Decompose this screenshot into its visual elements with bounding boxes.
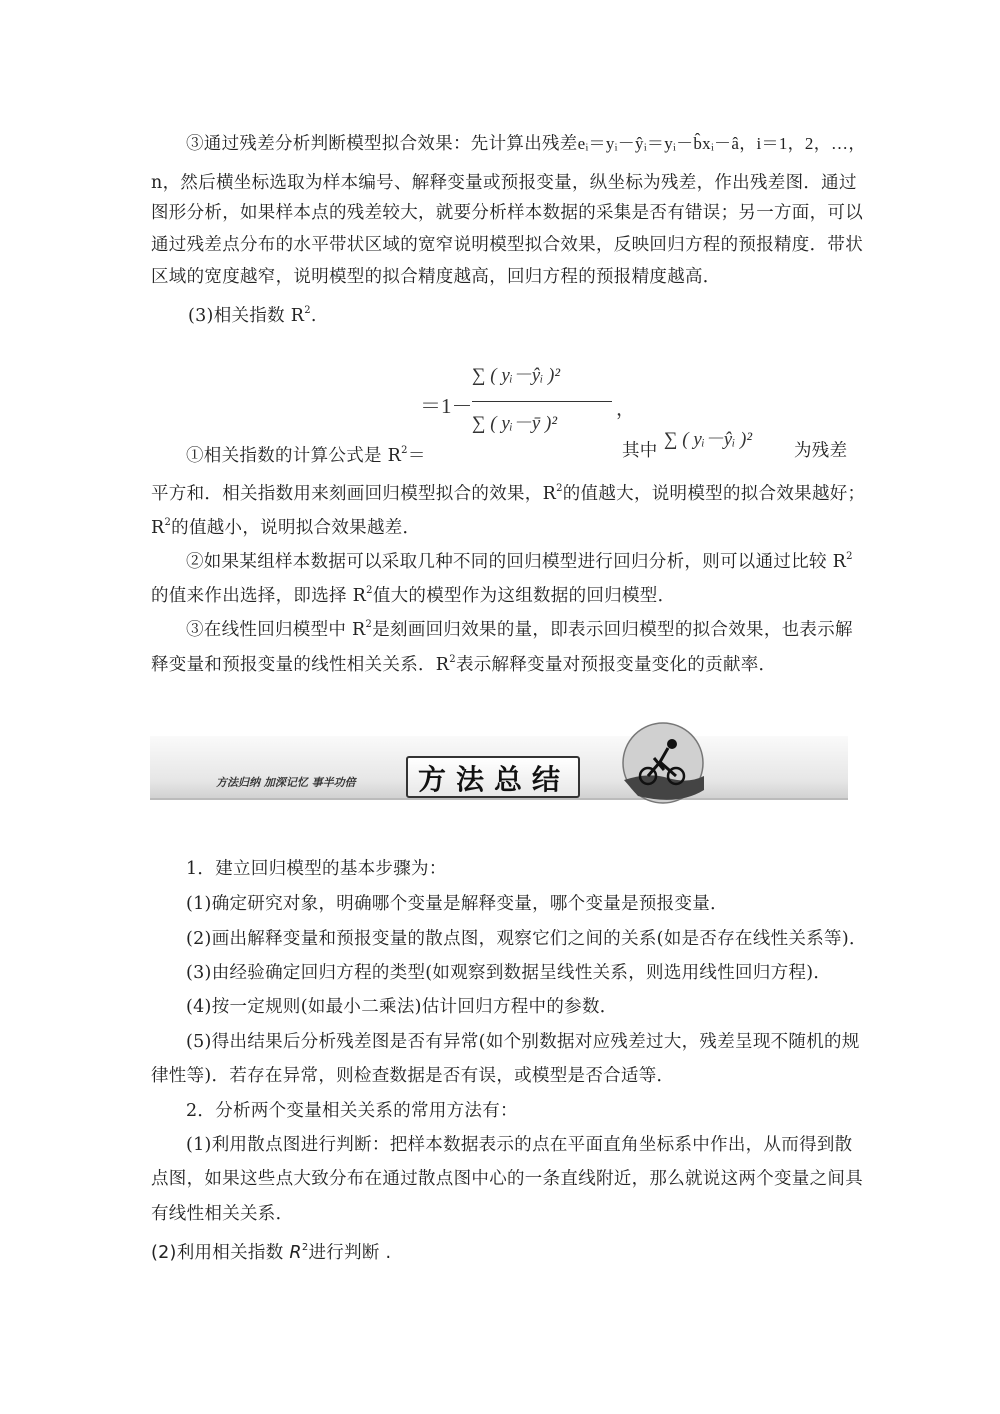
text: ③在线性回归模型中 R <box>186 620 366 640</box>
text: 进行判断 . <box>308 1243 392 1263</box>
text: 释变量和预报变量的线性相关关系．R <box>151 655 450 675</box>
list-item: (5)得出结果后分析残差图是否有异常(如个别数据对应残差过大，残差呈现不随机的规 <box>186 1032 860 1052</box>
superscript: 2 <box>846 551 853 562</box>
method-summary-banner <box>150 722 848 806</box>
text: 的值来作出选择，即选择 R <box>151 586 367 606</box>
r-symbol: R <box>289 1243 302 1263</box>
banner-bottom-line <box>150 798 848 800</box>
fraction-bar <box>472 401 612 402</box>
method-line: (1)利用散点图进行判断：把样本数据表示的点在平面直角坐标系中作出，从而得到散 <box>186 1135 853 1155</box>
banner-subtitle: 方法归纳 加深记忆 事半功倍 <box>216 776 356 789</box>
text-residual: 为残差 <box>794 441 848 461</box>
list-item: (4)按一定规则(如最小二乘法)估计回归方程中的参数． <box>186 997 618 1017</box>
text: 是刻画回归效果的量，即表示回归模型的拟合效果，也表示解 <box>372 620 853 640</box>
superscript: 2 <box>164 517 172 528</box>
paragraph-compare-models <box>186 546 853 573</box>
formula-lead: ＝1－ <box>420 394 473 418</box>
text: . <box>310 306 317 326</box>
text: (2)利用相关指数 <box>151 1243 290 1263</box>
formula-numerator <box>472 360 560 387</box>
superscript: 2 <box>365 619 373 630</box>
superscript: 2 <box>556 483 563 494</box>
text: ②如果某组样本数据可以采取几种不同的回归模型进行回归分析，则可以通过比较 R <box>186 552 847 572</box>
text: 表示解释变量对预报变量变化的贡献率． <box>455 655 777 675</box>
text: ③通过残差分析判断模型拟合效果：先计算出残差 <box>186 134 578 154</box>
superscript: 2 <box>401 445 408 456</box>
r-squared-formula <box>420 356 640 448</box>
paragraph-linear-model <box>186 614 853 641</box>
text: 的值越小，说明拟合效果越差． <box>171 518 421 538</box>
text: 平方和．相关指数用来刻画回归模型拟合的效果，R <box>151 484 557 504</box>
formula-tail: ， <box>616 399 636 420</box>
list-item-continued: 律性等)．若存在异常，则检查数据是否有误，或模型是否合适等． <box>151 1066 675 1086</box>
paragraph-formula-intro <box>186 440 426 467</box>
text: (3)相关指数 R <box>188 306 305 326</box>
banner-title: 方法总结 <box>418 763 571 796</box>
heading-methods: 2．分析两个变量相关关系的常用方法有： <box>186 1101 518 1121</box>
text: ＝ <box>407 446 426 466</box>
paragraph-line <box>151 580 675 607</box>
list-item: (1)确定研究对象，明确哪个变量是解释变量，哪个变量是预报变量． <box>186 894 728 914</box>
paragraph-line: 区域的宽度越窄，说明模型的拟合精度越高，回归方程的预报精度越高． <box>151 267 721 287</box>
formula-text: ∑ ( yᵢ－ȳ )² <box>472 413 558 434</box>
heading-steps: 1．建立回归模型的基本步骤为： <box>186 859 447 879</box>
formula-denominator <box>472 408 557 435</box>
method-line: 点图，如果这些点大致分布在通过散点图中心的一条直线附近，那么就说这两个变量之间具 <box>151 1169 863 1189</box>
superscript: 2 <box>366 585 373 596</box>
paragraph-line <box>151 512 420 539</box>
paragraph-line: 图形分析，如果样本点的残差较大，就要分析样本数据的采集是否有错误；另一方面，可以 <box>151 203 863 223</box>
text-qizhong: 其中 <box>622 441 658 461</box>
paragraph-line <box>151 478 865 505</box>
method-line: 有线性相关关系． <box>151 1204 294 1224</box>
text: 的值越大，说明模型的拟合效果越好； <box>562 484 866 504</box>
cyclist-icon <box>618 722 708 804</box>
text: R <box>151 518 165 538</box>
superscript: 2 <box>304 305 311 316</box>
paragraph-line: 通过残差点分布的水平带状区域的宽窄说明模型拟合效果，反映回归方程的预报精度．带状 <box>151 235 863 255</box>
text: ①相关指数的计算公式是 R <box>186 446 402 466</box>
text: 值大的模型作为这组数据的回归模型． <box>372 586 676 606</box>
paragraph-line <box>151 649 776 676</box>
method-correlation-index <box>151 1237 391 1264</box>
list-item: (2)画出解释变量和预报变量的散点图，观察它们之间的关系(如是否存在线性关系等)． <box>186 929 867 949</box>
formula-text: ∑ ( yᵢ－ŷᵢ )² <box>472 365 561 386</box>
paragraph-line: n，然后横坐标选取为样本编号、解释变量或预报变量，纵坐标为残差，作出残差图．通过 <box>151 173 857 193</box>
heading-r-squared <box>188 300 317 327</box>
rss-formula: ∑ ( yᵢ－ŷᵢ )² <box>664 429 753 450</box>
residual-formula: eᵢ＝yᵢ－ŷᵢ＝yᵢ－b̂xᵢ－â，i＝1，2，…， <box>577 134 866 153</box>
superscript: 2 <box>301 1242 309 1253</box>
list-item: (3)由经验确定回归方程的类型(如观察到数据呈线性关系，则选用线性回归方程)． <box>186 963 832 983</box>
paragraph-residual-analysis <box>186 133 866 155</box>
superscript: 2 <box>449 654 456 665</box>
